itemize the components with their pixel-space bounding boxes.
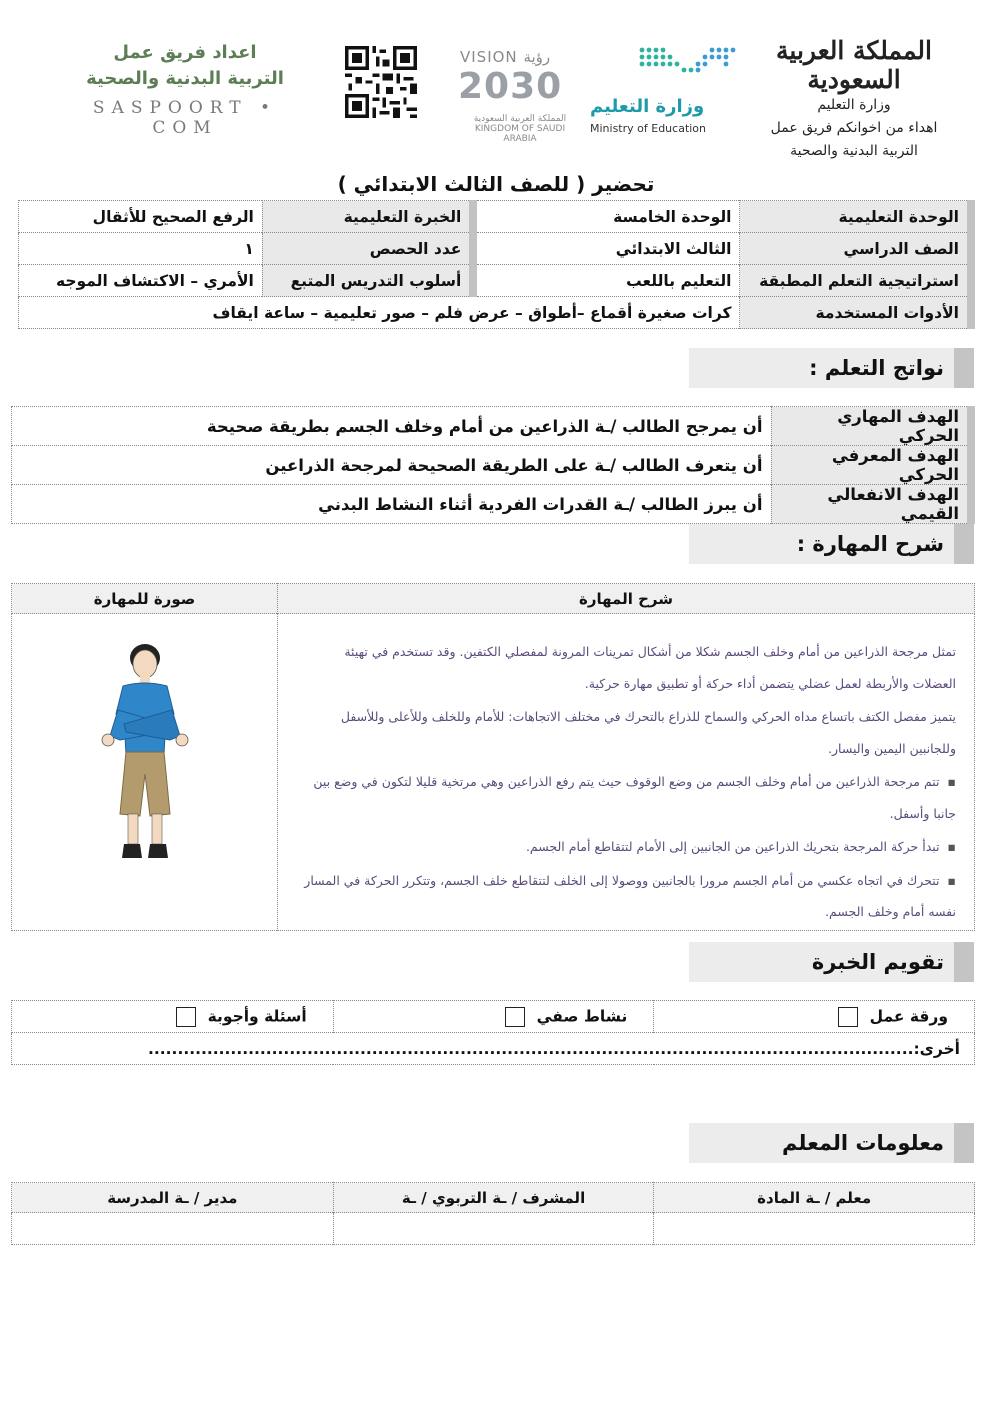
student-figure-icon	[90, 636, 200, 876]
supervisor-col-header: المشرف / ـة التربوي / ـة	[333, 1183, 654, 1213]
table-row	[12, 1213, 975, 1245]
skill-bullet: ▪ تتحرك في اتجاه عكسي من أمام الجسم مرورا بالجانبين ووصولا إلى الخلف لتتقاطع خلف الجسم، وتتكرر الحركة في المسار نفسه أمام وخلف الجسم.	[304, 865, 956, 928]
lesson-info-table	[18, 200, 975, 329]
eval-option-label: أسئلة وأجوبة	[207, 1007, 307, 1025]
col-image-header: صورة للمهارة	[12, 584, 278, 614]
table-row	[12, 446, 972, 485]
grade-value: الثالث الابتدائي	[473, 233, 740, 265]
unit-label: الوحدة التعليمية	[740, 201, 971, 233]
table-row	[12, 485, 972, 524]
teacher-table	[11, 1182, 975, 1245]
experience-value: الرفع الصحيح للأثقال	[19, 201, 263, 233]
skill-heading	[689, 524, 974, 564]
table-row	[19, 201, 972, 233]
table-row	[19, 233, 972, 265]
prepared-by-line1: اهداء من اخوانكم فريق عمل	[770, 120, 938, 136]
skill-paragraph: يتميز مفصل الكتف باتساع مداه الحركي والسماح للذراع بالتحرك في مختلف الاتجاهات: للأمام وللخلف وللأعلى وللأسفل وللجانبين اليمين واليسار.	[340, 709, 956, 756]
goal-label: الهدف المهاري الحركي	[771, 407, 971, 446]
eval-option-label: ورقة عمل	[869, 1007, 948, 1025]
table-row	[12, 1001, 975, 1033]
tools-value: كرات صغيرة أقماع –أطواق – عرض فلم – صور تعليمية – ساعة ايقاف	[19, 297, 740, 329]
method-value: الأمري – الاكتشاف الموجه	[19, 265, 263, 297]
kingdom-block	[754, 36, 954, 163]
eval-option-label: نشاط صفي	[536, 1007, 628, 1025]
goal-value: أن يتعرف الطالب /ـة على الطريقة الصحيحة لمرجحة الذراعين	[12, 446, 772, 485]
teacher-heading	[689, 1123, 974, 1163]
skill-heading-text: شرح المهارة :	[796, 532, 944, 556]
team-line2: التربية البدنية والصحية	[86, 68, 284, 89]
outcomes-table	[11, 406, 975, 524]
col-explain-header: شرح المهارة	[278, 584, 975, 614]
qr-code-icon	[345, 46, 417, 118]
experience-label: الخبرة التعليمية	[262, 201, 473, 233]
table-row	[19, 265, 972, 297]
table-row	[12, 614, 975, 931]
ministry-line: وزارة التعليم	[817, 97, 891, 113]
moe-dots-icon	[636, 42, 736, 80]
tools-label: الأدوات المستخدمة	[740, 297, 971, 329]
strategy-value: التعليم باللعب	[473, 265, 740, 297]
table-header-row	[12, 584, 975, 614]
evaluation-heading	[689, 942, 974, 982]
class-activity-checkbox[interactable]	[505, 1007, 525, 1027]
eval-option-qa	[12, 1001, 334, 1033]
outcomes-heading-text: نواتج التعلم :	[809, 356, 944, 380]
table-row	[12, 1033, 975, 1065]
team-line1: اعداد فريق عمل	[113, 42, 257, 63]
skill-table	[11, 583, 975, 931]
vision-kingdom: المملكة العربية السعودية KINGDOM OF SAUDI ARABIA	[473, 114, 567, 144]
vision-year: 2030	[458, 66, 563, 107]
evaluation-heading-text: تقويم الخبرة	[811, 950, 944, 974]
evaluation-table	[11, 1000, 975, 1065]
principal-signature-cell[interactable]	[12, 1213, 334, 1245]
skill-paragraph: تمثل مرجحة الذراعين من أمام وخلف الجسم شكلا من أشكال تمرينات المرونة لمفصلي الكتفين. وقد تستخدم في تهيئة العضلات والأربطة لعمل عضلي يتضمن أداء حركة أو تطبيق مهارة حركية.	[344, 644, 956, 691]
strategy-label: استراتيجية التعلم المطبقة	[740, 265, 971, 297]
skill-image-cell	[12, 614, 278, 931]
vision-2030-logo	[458, 44, 580, 144]
vision-label: VISION رؤية	[460, 48, 551, 66]
teacher-signature-cell[interactable]	[654, 1213, 975, 1245]
periods-label: عدد الحصص	[262, 233, 473, 265]
goal-value: أن يمرجح الطالب /ـة الذراعين من أمام وخلف الجسم بطريقة صحيحة	[12, 407, 772, 446]
page-header	[0, 30, 992, 159]
table-header-row	[12, 1183, 975, 1213]
eval-option-class-activity	[333, 1001, 654, 1033]
teacher-heading-text: معلومات المعلم	[782, 1131, 944, 1155]
periods-value: ١	[19, 233, 263, 265]
table-row	[19, 297, 972, 329]
moe-arabic-name: وزارة التعليم	[590, 96, 705, 117]
supervisor-signature-cell[interactable]	[333, 1213, 654, 1245]
grade-label: الصف الدراسي	[740, 233, 971, 265]
goal-value: أن يبرز الطالب /ـة القدرات الفردية أثناء النشاط البدني	[12, 485, 772, 524]
eval-option-worksheet	[654, 1001, 975, 1033]
table-row	[12, 407, 972, 446]
skill-bullet: ▪ تتم مرجحة الذراعين من أمام وخلف الجسم من وضع الوقوف حيث يتم رفع الذراعين وهي مرتخية قليلا لتكون في وضع بين جانبا وأسفل.	[304, 766, 956, 829]
principal-col-header: مدير / ـة المدرسة	[12, 1183, 334, 1213]
unit-value: الوحدة الخامسة	[473, 201, 740, 233]
team-logo	[70, 40, 300, 138]
moe-logo	[588, 40, 738, 140]
team-site: SASPOORT • COM	[92, 98, 278, 138]
skill-explanation	[278, 614, 975, 931]
moe-english-name: Ministry of Education	[590, 122, 707, 135]
outcomes-heading	[689, 348, 974, 388]
prepared-by-line2: التربية البدنية والصحية	[790, 143, 918, 159]
worksheet-checkbox[interactable]	[838, 1007, 858, 1027]
goal-label: الهدف الانفعالي القيمي	[771, 485, 971, 524]
teacher-col-header: معلم / ـة المادة	[654, 1183, 975, 1213]
skill-bullet: ▪ تبدأ حركة المرجحة بتحريك الذراعين من الجانبين إلى الأمام لتتقاطع أمام الجسم.	[304, 831, 956, 863]
eval-other-field[interactable]: أخرى:..................................................................................................................................	[12, 1033, 975, 1065]
page-title: تحضير ( للصف الثالث الابتدائي )	[337, 172, 655, 196]
qa-checkbox[interactable]	[176, 1007, 196, 1027]
goal-label: الهدف المعرفي الحركي	[771, 446, 971, 485]
method-label: أسلوب التدريس المتبع	[262, 265, 473, 297]
kingdom-logo-text: المملكة العربية السعودية	[776, 36, 932, 94]
